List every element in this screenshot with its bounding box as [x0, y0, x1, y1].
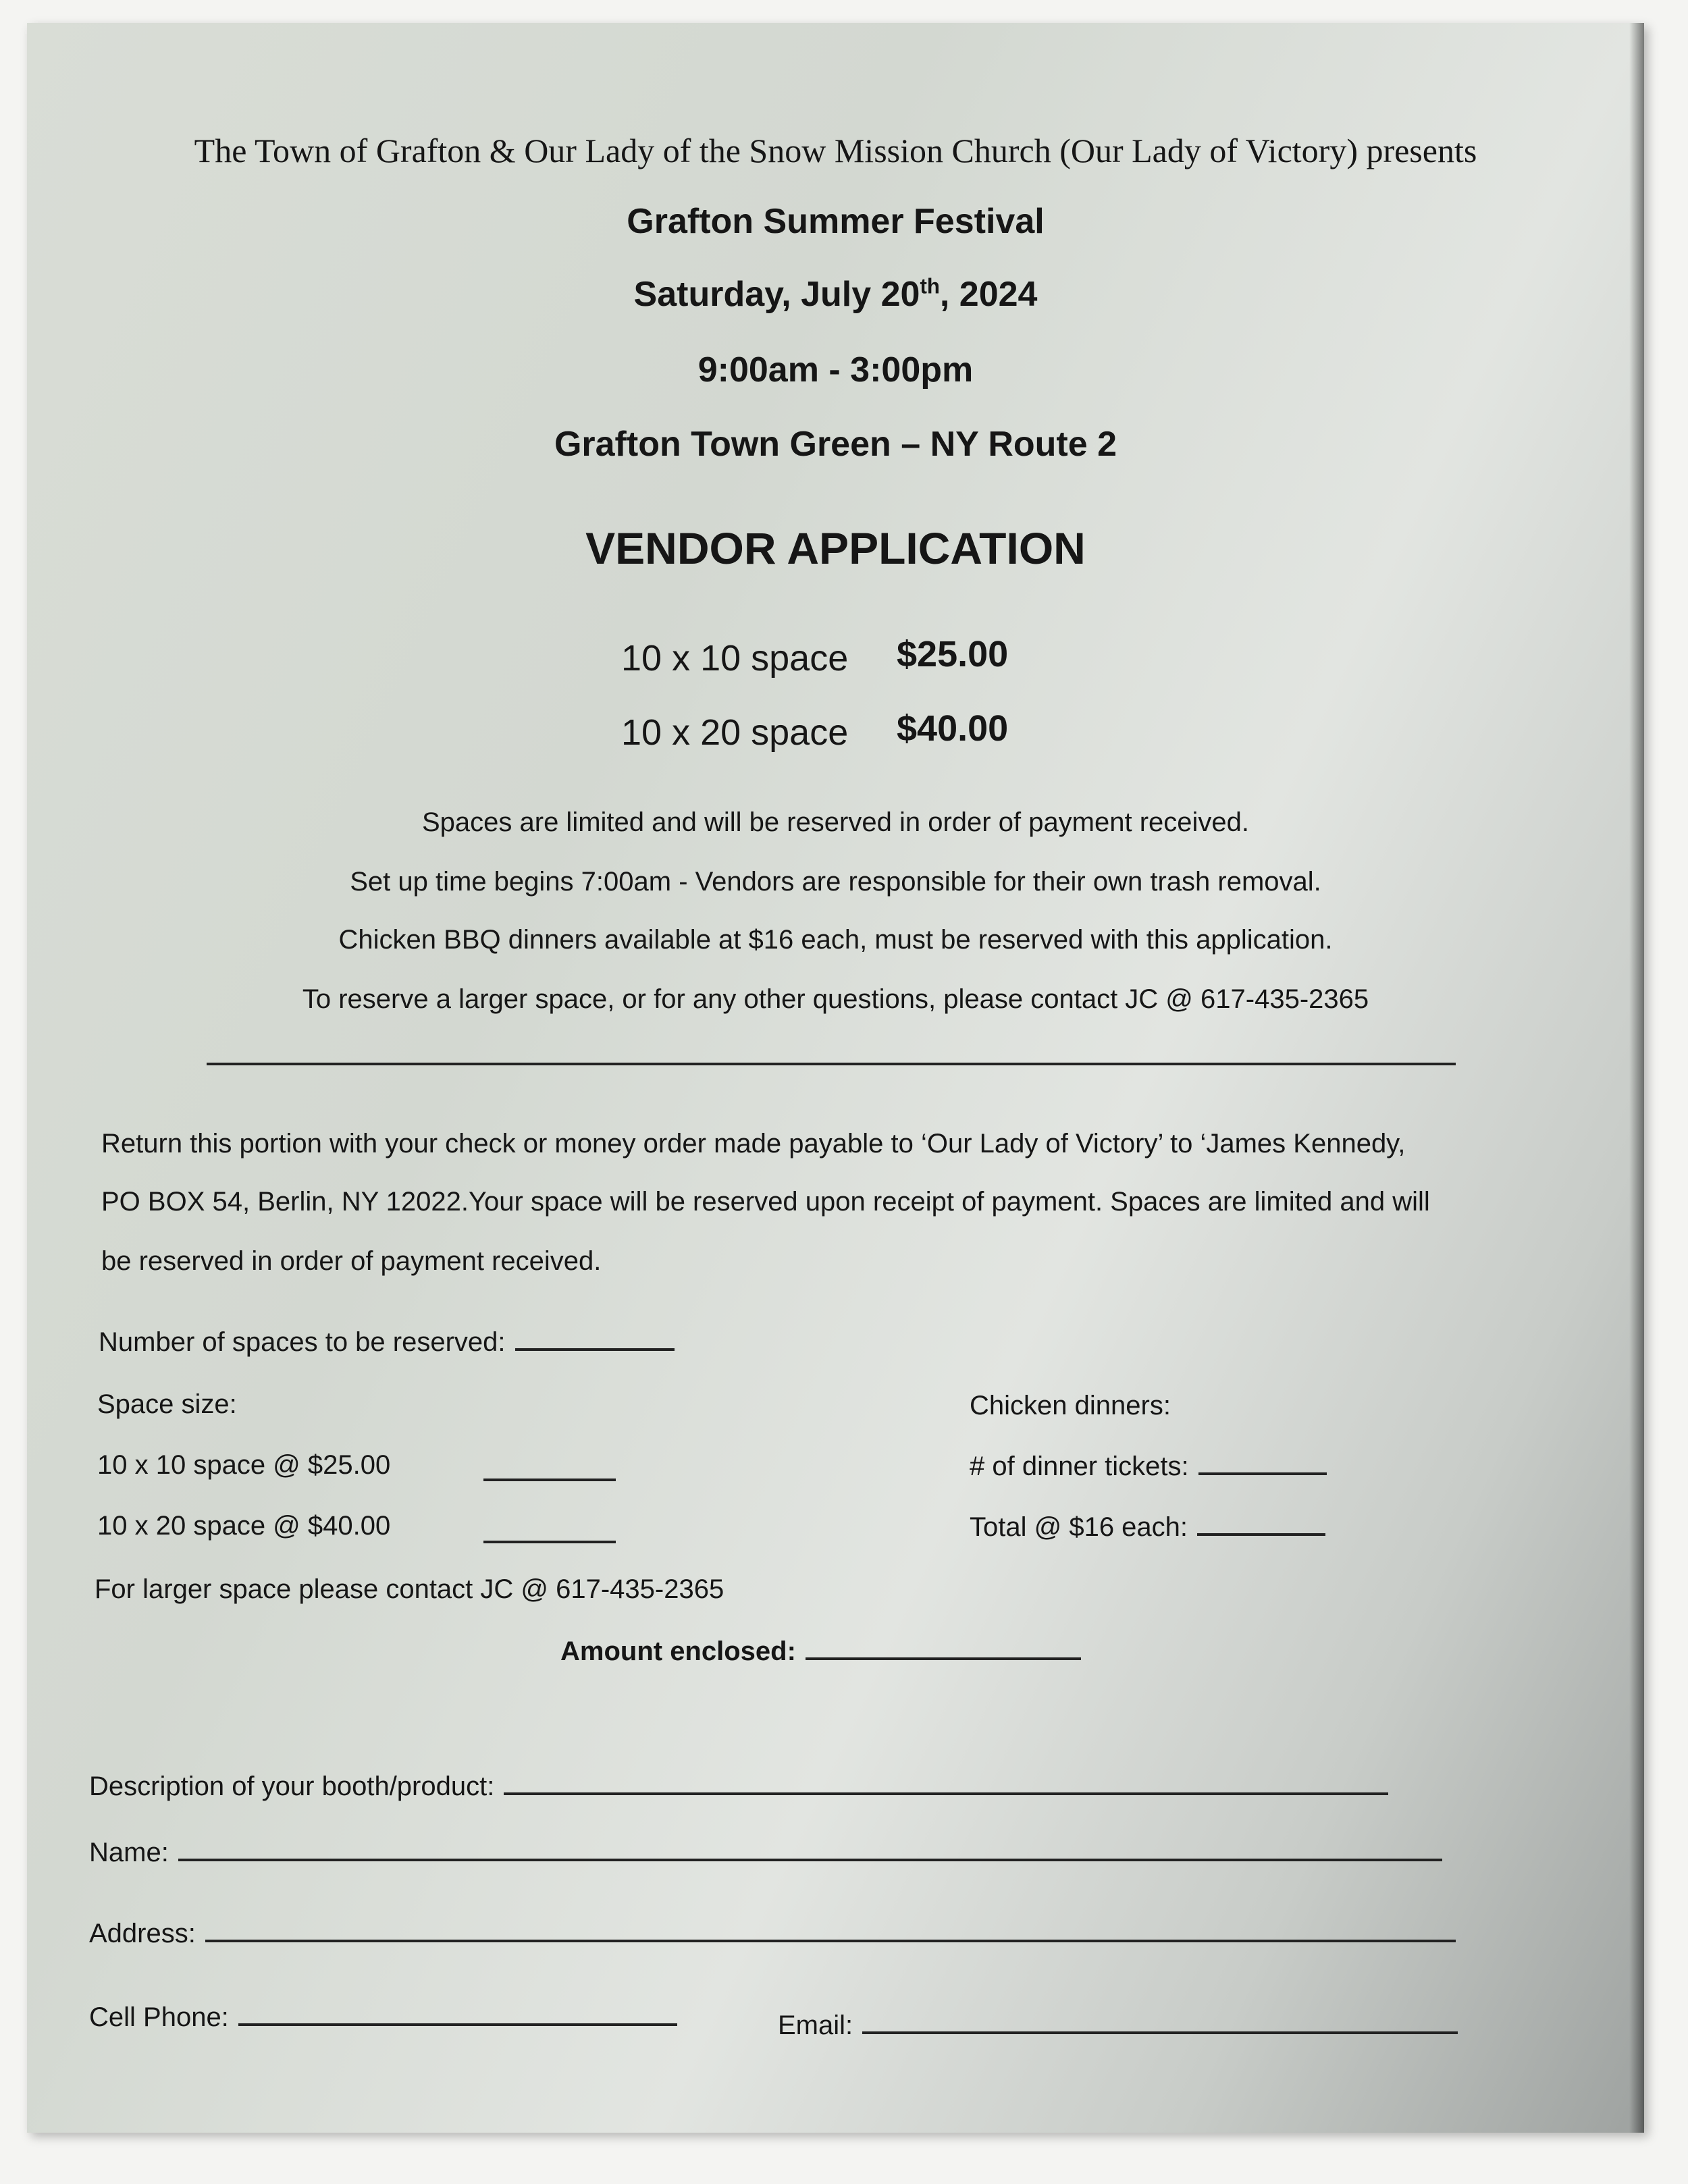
return-instructions-line: be reserved in order of payment received.	[101, 1246, 602, 1276]
dinner-total-field: Total @ $16 each:	[970, 1512, 1325, 1543]
email-input[interactable]	[862, 2031, 1458, 2034]
page-title: VENDOR APPLICATION	[585, 523, 1086, 573]
note-line: Spaces are limited and will be reserved in order of payment received.	[421, 807, 1250, 837]
num-spaces-input[interactable]	[515, 1348, 675, 1351]
amount-enclosed-input[interactable]	[806, 1657, 1081, 1660]
return-instructions-line: Return this portion with your check or money order made payable to ‘Our Lady of Victory’ to ‘James Kennedy,	[101, 1129, 1406, 1158]
event-name: Grafton Summer Festival	[627, 202, 1045, 241]
dinner-total-input[interactable]	[1197, 1533, 1325, 1536]
note-line: Chicken BBQ dinners available at $16 each, must be reserved with this application.	[338, 925, 1333, 955]
larger-space-note: For larger space please contact JC @ 617-435-2365	[95, 1574, 724, 1604]
space-10x20-input[interactable]	[483, 1541, 616, 1543]
price-10x20-space: 10 x 20 space	[621, 712, 849, 753]
tear-off-divider	[207, 1063, 1456, 1065]
address-input[interactable]	[205, 1940, 1456, 1942]
dinner-tickets-field: # of dinner tickets:	[970, 1451, 1327, 1482]
return-instructions-line: PO BOX 54, Berlin, NY 12022.Your space will be reserved upon receipt of payment. Spaces are limited and will	[101, 1187, 1430, 1217]
space-10x20-label: 10 x 20 space @ $40.00	[97, 1511, 391, 1541]
note-line: Set up time begins 7:00am - Vendors are responsible for their own trash removal.	[350, 867, 1321, 897]
name-input[interactable]	[178, 1859, 1442, 1861]
event-date: Saturday, July 20th, 2024	[633, 274, 1038, 314]
description-input[interactable]	[504, 1792, 1388, 1795]
dinner-tickets-input[interactable]	[1198, 1472, 1327, 1475]
chicken-dinners-label: Chicken dinners:	[970, 1391, 1171, 1420]
price-10x20-amount: $40.00	[897, 708, 1009, 749]
price-10x10-space: 10 x 10 space	[621, 638, 849, 678]
note-line: To reserve a larger space, or for any other questions, please contact JC @ 617-435-2365	[302, 984, 1369, 1014]
space-size-label: Space size:	[97, 1389, 237, 1419]
space-10x10-input[interactable]	[483, 1479, 616, 1481]
cell-phone-input[interactable]	[238, 2023, 677, 2026]
amount-enclosed-field: Amount enclosed:	[560, 1636, 1081, 1667]
description-field: Description of your booth/product:	[89, 1772, 1388, 1802]
space-10x10-label: 10 x 10 space @ $25.00	[97, 1450, 391, 1480]
document-page	[27, 23, 1644, 2133]
email-field: Email:	[778, 2010, 1458, 2041]
event-time: 9:00am - 3:00pm	[697, 350, 974, 390]
cell-phone-field: Cell Phone:	[89, 2002, 677, 2033]
presenter-line: The Town of Grafton & Our Lady of the Snow Mission Church (Our Lady of Victory) presents	[194, 132, 1477, 169]
event-location: Grafton Town Green – NY Route 2	[554, 425, 1117, 464]
num-spaces-field: Number of spaces to be reserved:	[99, 1327, 675, 1358]
name-field: Name:	[89, 1838, 1442, 1868]
price-10x10-amount: $25.00	[897, 634, 1009, 674]
address-field: Address:	[89, 1919, 1456, 1949]
